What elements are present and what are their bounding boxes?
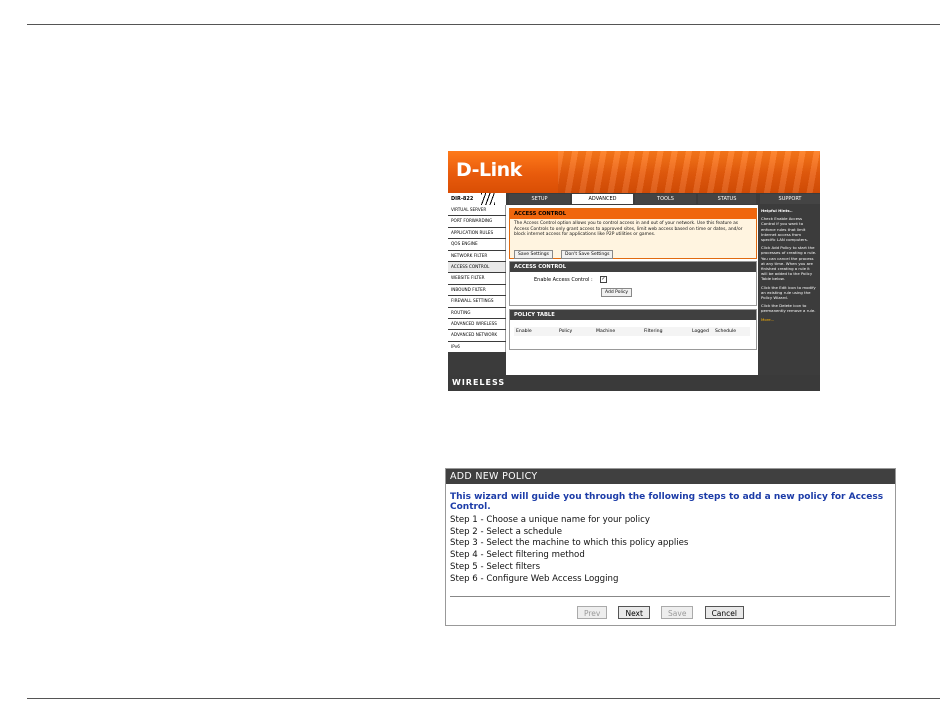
column-machine: Machine [596,329,616,334]
sidebar-item-ipv6[interactable]: IPv6 [448,342,506,352]
sidebar-item-advanced-network[interactable]: ADVANCED NETWORK [448,330,506,340]
sidebar-item-inbound-filter[interactable]: INBOUND FILTER [448,285,506,295]
access-control-intro-text: The Access Control option allows you to control access in and out of your network. Use this feature as Access Controls to only grant access to approved sites, limit web access based on time or dates, and/or block internet access for applications like P2P utilities or games. [514,221,743,238]
access-control-box [509,261,757,306]
header-banner [448,151,820,193]
policy-table-title: POLICY TABLE [510,310,756,320]
model-label: DIR-822 [448,193,506,205]
sidebar-item-firewall-settings[interactable]: FIREWALL SETTINGS [448,296,506,306]
wizard-intro: This wizard will guide you through the following steps to add a new policy for Access Control. [450,492,884,512]
hints-more-link[interactable]: More... [761,316,775,322]
wizard-buttons [577,601,750,620]
sidebar-item-virtual-server[interactable]: VIRTUAL SERVER [448,205,506,215]
tab-setup[interactable]: SETUP [509,194,570,204]
tab-advanced[interactable]: ADVANCED [572,194,633,204]
banner-stripes [558,151,820,193]
tab-tools[interactable]: TOOLS [635,194,696,204]
wizard-step-3: Step 3 - Select the machine to which this policy applies [450,538,689,549]
sidebar-item-routing[interactable]: ROUTING [448,308,506,318]
wizard-step-2: Step 2 - Select a schedule [450,526,563,537]
sidebar-item-website-filter[interactable]: WEBSITE FILTER [448,273,506,283]
wizard-separator [450,596,890,597]
bottom-rule [27,698,940,699]
next-button[interactable]: Next [618,606,649,619]
column-policy: Policy [559,329,573,334]
policy-table-box [509,309,757,350]
save-button[interactable]: Save [661,606,693,619]
prev-button[interactable]: Prev [577,606,607,619]
router-screenshot [448,151,820,391]
cancel-button[interactable]: Cancel [705,606,744,619]
access-control-intro-title: ACCESS CONTROL [510,209,756,219]
enable-access-control-checkbox[interactable]: ✓ [601,276,606,282]
wireless-footer: WIRELESS [448,375,820,391]
hints-title: Helpful Hints.. [761,208,793,213]
column-logged: Logged [692,329,709,334]
wizard-step-4: Step 4 - Select filtering method [450,550,585,561]
hint-delete: Click the Delete icon to permanently remove a rule. [761,303,816,314]
save-settings-button[interactable]: Save Settings [514,250,553,259]
access-control-box-title: ACCESS CONTROL [510,262,756,272]
sidebar-item-qos-engine[interactable]: QOS ENGINE [448,239,506,249]
helpful-hints-panel [758,205,820,375]
sidebar-item-application-rules[interactable]: APPLICATION RULES [448,228,506,238]
wizard-step-5: Step 5 - Select filters [450,561,541,572]
tab-support[interactable]: SUPPORT [760,194,820,204]
sidebar-item-network-filter[interactable]: NETWORK FILTER [448,251,506,261]
add-new-policy-wizard [445,468,896,626]
sidebar-item-access-control[interactable]: ACCESS CONTROL [448,262,506,272]
policy-table-header [514,327,750,336]
hint-enable-access-control: Check Enable Access Control if you want to enforce rules that limit Internet access from specific LAN computers. [761,216,809,243]
wizard-title: ADD NEW POLICY [446,469,895,484]
tab-status[interactable]: STATUS [698,194,756,204]
sidebar-item-advanced-wireless[interactable]: ADVANCED WIRELESS [448,319,506,329]
hint-edit: Click the Edit icon to modify an existing rule using the Policy Wizard. [761,284,816,301]
sidebar-item-port-forwarding[interactable]: PORT FORWARDING [448,216,506,226]
wizard-steps [450,515,688,585]
column-filtering: Filtering [644,329,663,334]
wizard-step-6: Step 6 - Configure Web Access Logging [450,573,619,584]
sidebar [448,205,506,375]
enable-access-control-label: Enable Access Control : [534,277,593,283]
wizard-step-1: Step 1 - Choose a unique name for your policy [450,515,650,525]
top-rule [27,24,940,25]
main-content [506,205,758,375]
column-schedule: Schedule [715,329,737,334]
access-control-intro [509,208,757,259]
dont-save-settings-button[interactable]: Don't Save Settings [561,250,613,259]
hint-add-policy: Click Add Policy to start the processes of creating a rule. You can cancel the process at any time. When you are finished creating a rule it will be added to the Policy Table below. [761,245,817,282]
dlink-logo: D-Link [456,159,522,181]
add-policy-button[interactable]: Add Policy [601,288,632,297]
column-enable: Enable [516,329,532,334]
